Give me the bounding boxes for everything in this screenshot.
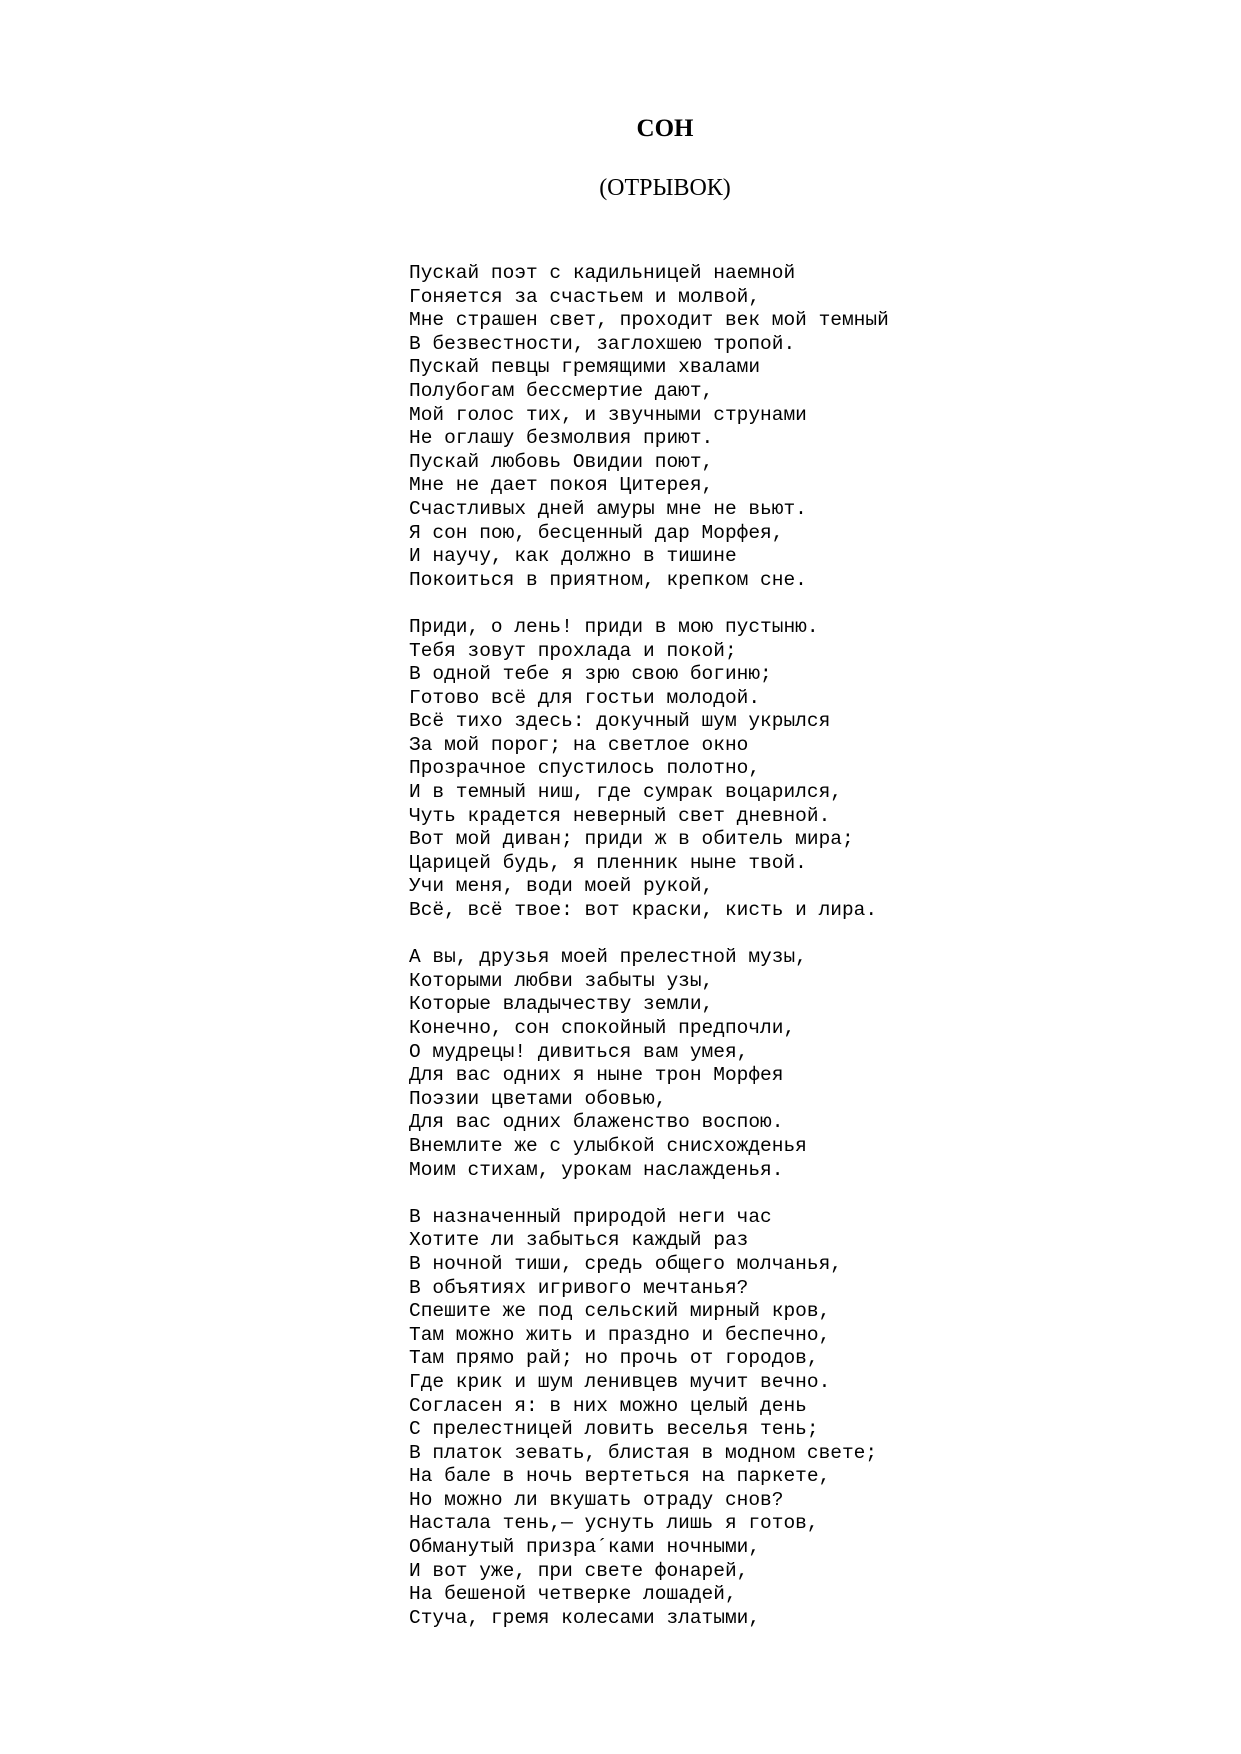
poem-line: В одной тебе я зрю свою богиню; — [409, 663, 772, 686]
poem-line: За мой порог; на светлое окно — [409, 733, 749, 756]
poem-line: В объятиях игривого мечтанья? — [409, 1276, 749, 1299]
poem-line: Согласен я: в них можно целый день — [409, 1394, 807, 1417]
poem-line: Чуть крадется неверный свет дневной. — [409, 804, 831, 827]
poem-body — [409, 262, 1109, 1654]
poem-line: Царицей будь, я пленник ныне твой. — [409, 851, 807, 874]
stanza — [409, 616, 1109, 923]
poem-line: Конечно, сон спокойный предпочли, — [409, 1017, 796, 1039]
poem-line: На бале в ночь вертеться на паркете, — [409, 1465, 831, 1488]
poem-line: Готово всё для гостьи молодой. — [409, 686, 761, 709]
poem-line: Полубогам бессмертие дают, — [409, 379, 714, 402]
poem-line: Для вас одних блаженство воспою. — [409, 1111, 784, 1134]
poem-line: Поэзии цветами обовью, — [409, 1087, 667, 1110]
poem-line: Гоняется за счастьем и молвой, — [409, 285, 761, 308]
poem-line: Там можно жить и праздно и беспечно, — [409, 1323, 831, 1346]
poem-line: Настала тень,— уснуть лишь я готов, — [409, 1512, 819, 1535]
poem-line: Покоиться в приятном, крепком сне. — [409, 568, 807, 591]
poem-line: Для вас одних я ныне трон Морфея — [409, 1064, 784, 1087]
poem-line: Всё, всё твое: вот краски, кисть и лира. — [409, 899, 878, 922]
poem-line: Я сон пою, бесценный дар Морфея, — [409, 521, 784, 544]
poem-line: Обманутый призра´ками ночными, — [409, 1536, 761, 1559]
poem-line: И в темный ниш, где сумрак воцарился, — [409, 781, 842, 804]
poem-line: В назначенный природой неги час — [409, 1205, 772, 1228]
poem-title: СОН — [636, 115, 694, 142]
poem-line: Которыми любви забыты узы, — [409, 969, 714, 992]
poem-line: Вот мой диван; приди ж в обитель мира; — [409, 828, 854, 851]
poem-line: Мой голос тих, и звучными струнами — [409, 403, 807, 426]
poem-line: Мне страшен свет, проходит век мой темный — [409, 309, 889, 332]
poem-line: Приди, о лень! приди в мою пустыню. — [409, 615, 819, 638]
poem-subtitle: (ОТРЫВОК) — [599, 175, 731, 201]
poem-line: Всё тихо здесь: докучный шум укрылся — [409, 710, 831, 733]
poem-line: Которые владычеству земли, — [409, 993, 714, 1016]
stanza — [409, 1206, 1109, 1631]
stanza — [409, 262, 1109, 592]
poem-line: А вы, друзья моей прелестной музы, — [409, 946, 807, 969]
poem-line: Пускай любовь Овидии поют, — [409, 450, 714, 473]
poem-line: Моим стихам, урокам наслажденья. — [409, 1158, 784, 1181]
poem-line: Не оглашу безмолвия приют. — [409, 427, 714, 450]
poem-line: Там прямо рай; но прочь от городов, — [409, 1347, 819, 1370]
poem-line: Спешите же под сельский мирный кров, — [409, 1300, 831, 1323]
poem-line: Внемлите же с улыбкой снисхожденья — [409, 1134, 807, 1157]
poem-line: На бешеной четверке лошадей, — [409, 1583, 737, 1606]
poem-line: Тебя зовут прохлада и покой; — [409, 639, 737, 662]
poem-line: Прозрачное спустилось полотно, — [409, 757, 761, 780]
poem-line: Учи меня, води моей рукой, — [409, 875, 714, 898]
poem-line: И вот уже, при свете фонарей, — [409, 1559, 749, 1582]
poem-line: И научу, как должно в тишине — [409, 545, 737, 568]
poem-line: В ночной тиши, средь общего молчанья, — [409, 1252, 842, 1275]
poem-line: Но можно ли вкушать отраду снов? — [409, 1488, 784, 1511]
poem-line: Пускай поэт с кадильницей наемной — [409, 262, 796, 284]
poem-line: Стуча, гремя колесами златыми, — [409, 1606, 761, 1629]
poem-line: С прелестницей ловить веселья тень; — [409, 1418, 819, 1441]
poem-line: Счастливых дней амуры мне не вьют. — [409, 497, 807, 520]
poem-line: О мудрецы! дивиться вам умея, — [409, 1040, 749, 1063]
poem-line: Пускай певцы гремящими хвалами — [409, 356, 761, 379]
poem-line: Мне не дает покоя Цитерея, — [409, 474, 714, 497]
poem-line: Хотите ли забыться каждый раз — [409, 1229, 749, 1252]
poem-line: В платок зевать, блистая в модном свете; — [409, 1441, 878, 1464]
stanza — [409, 946, 1109, 1182]
poem-line: В безвестности, заглохшею тропой. — [409, 332, 796, 355]
poem-line: Где крик и шум ленивцев мучит вечно. — [409, 1370, 831, 1393]
